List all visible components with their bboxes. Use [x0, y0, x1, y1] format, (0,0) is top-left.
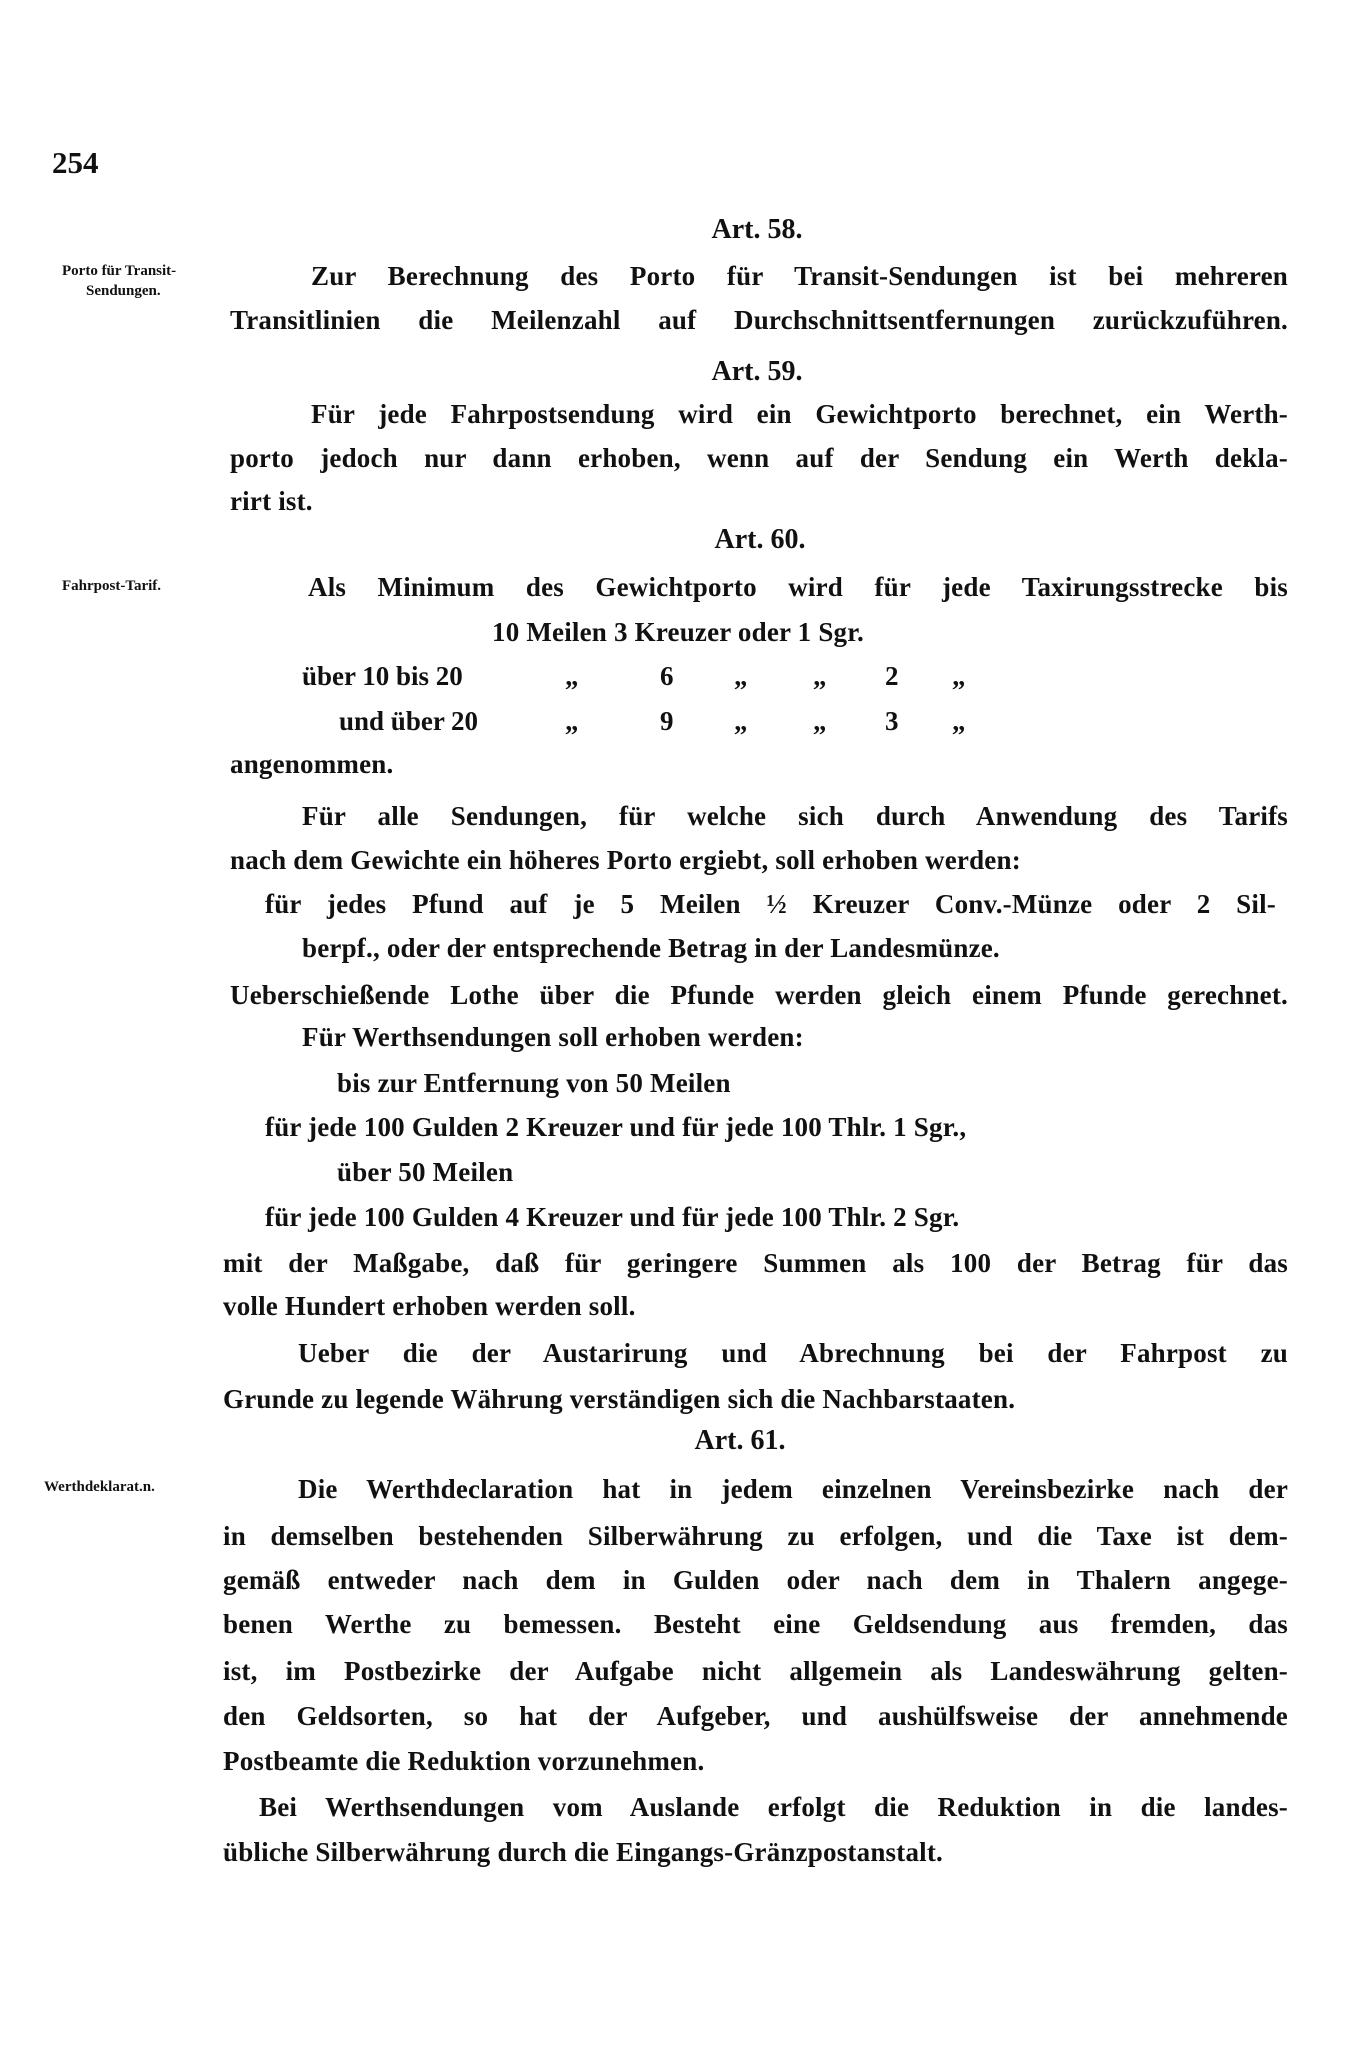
text-line: rirt ist.: [230, 486, 313, 516]
tariff-distance: und über 20: [339, 706, 479, 736]
ditto-mark: „: [734, 706, 748, 736]
text-line: nach dem Gewichte ein höheres Porto ergiebt, soll erhoben werden:: [230, 845, 1021, 875]
text-line: Grunde zu legende Währung verständigen sich die Nachbarstaaten.: [223, 1384, 1016, 1414]
article-heading-61: Art. 61.: [694, 1425, 786, 1456]
text-line: porto jedoch nur dann erhoben, wenn auf der Sendung ein Werth dekla-: [230, 443, 1288, 473]
tariff-kreuzer: 6: [660, 661, 674, 691]
text-line: gemäß entweder nach dem in Gulden oder nach dem in Thalern angege-: [223, 1565, 1288, 1595]
ditto-mark: „: [734, 661, 748, 691]
margin-note-werth: Werthdeklarat.n.: [44, 1479, 155, 1495]
text-line: bis zur Entfernung von 50 Meilen: [337, 1068, 731, 1098]
text-line: mit der Maßgabe, daß für geringere Summen als 100 der Betrag für das: [223, 1248, 1288, 1278]
text-line: berpf., oder der entsprechende Betrag in der Landesmünze.: [302, 933, 1000, 963]
text-line: Zur Berechnung des Porto für Transit-Sendungen ist bei mehreren: [311, 261, 1288, 291]
text-line: volle Hundert erhoben werden soll.: [223, 1291, 636, 1321]
text-line: für jede 100 Gulden 2 Kreuzer und für jede 100 Thlr. 1 Sgr.,: [265, 1112, 967, 1142]
text-line: Für alle Sendungen, für welche sich durch Anwendung des Tarifs: [302, 801, 1288, 831]
page-number: 254: [52, 145, 99, 180]
text-line: Als Minimum des Gewichtporto wird für jede Taxirungsstrecke bis: [308, 572, 1288, 602]
article-heading-60: Art. 60.: [714, 524, 806, 555]
text-line: den Geldsorten, so hat der Aufgeber, und aushülfsweise der annehmende: [223, 1701, 1288, 1731]
text-line: benen Werthe zu bemessen. Besteht eine Geldsendung aus fremden, das: [223, 1609, 1288, 1639]
text-line: für jede 100 Gulden 4 Kreuzer und für jede 100 Thlr. 2 Sgr.: [265, 1202, 960, 1232]
margin-note-tarif: Fahrpost-Tarif.: [62, 578, 162, 594]
text-line: 10 Meilen 3 Kreuzer oder 1 Sgr.: [492, 617, 864, 647]
text-line: ist, im Postbezirke der Aufgabe nicht allgemein als Landeswährung gelten-: [223, 1656, 1288, 1686]
text-line: Bei Werthsendungen vom Auslande erfolgt die Reduktion in die landes-: [259, 1792, 1288, 1822]
text-line: Ueber die der Austarirung und Abrechnung bei der Fahrpost zu: [298, 1338, 1288, 1368]
text-line: Postbeamte die Reduktion vorzunehmen.: [223, 1746, 705, 1776]
ditto-mark: „: [565, 661, 579, 691]
tariff-distance: über 10 bis 20: [302, 661, 463, 691]
text-line: Transitlinien die Meilenzahl auf Durchschnittsentfernungen zurückzuführen.: [230, 305, 1288, 335]
text-line: in demselben bestehenden Silberwährung zu erfolgen, und die Taxe ist dem-: [223, 1521, 1288, 1551]
margin-note-transit-2: Sendungen.: [86, 283, 161, 299]
text-line: Die Werthdeclaration hat in jedem einzelnen Vereinsbezirke nach der: [298, 1474, 1288, 1504]
text-line: Ueberschießende Lothe über die Pfunde werden gleich einem Pfunde gerechnet.: [230, 980, 1288, 1010]
margin-note-transit: Porto für Transit-: [62, 263, 177, 279]
text-line: Für jede Fahrpostsendung wird ein Gewichtporto berechnet, ein Werth-: [311, 399, 1288, 429]
tariff-sgr: 2: [885, 661, 899, 691]
article-heading-58: Art. 58.: [711, 214, 803, 245]
text-line: angenommen.: [230, 749, 394, 779]
ditto-mark: „: [813, 661, 827, 691]
text-line: übliche Silberwährung durch die Eingangs-Gränzpostanstalt.: [223, 1837, 943, 1867]
ditto-mark: „: [952, 661, 966, 691]
tariff-sgr: 3: [885, 706, 899, 736]
text-line: über 50 Meilen: [337, 1157, 514, 1187]
text-line: Für Werthsendungen soll erhoben werden:: [302, 1022, 804, 1052]
article-heading-59: Art. 59.: [711, 356, 803, 387]
tariff-kreuzer: 9: [660, 706, 674, 736]
ditto-mark: „: [813, 706, 827, 736]
ditto-mark: „: [565, 706, 579, 736]
text-line: für jedes Pfund auf je 5 Meilen ½ Kreuzer Conv.-Münze oder 2 Sil-: [265, 889, 1276, 919]
ditto-mark: „: [952, 706, 966, 736]
